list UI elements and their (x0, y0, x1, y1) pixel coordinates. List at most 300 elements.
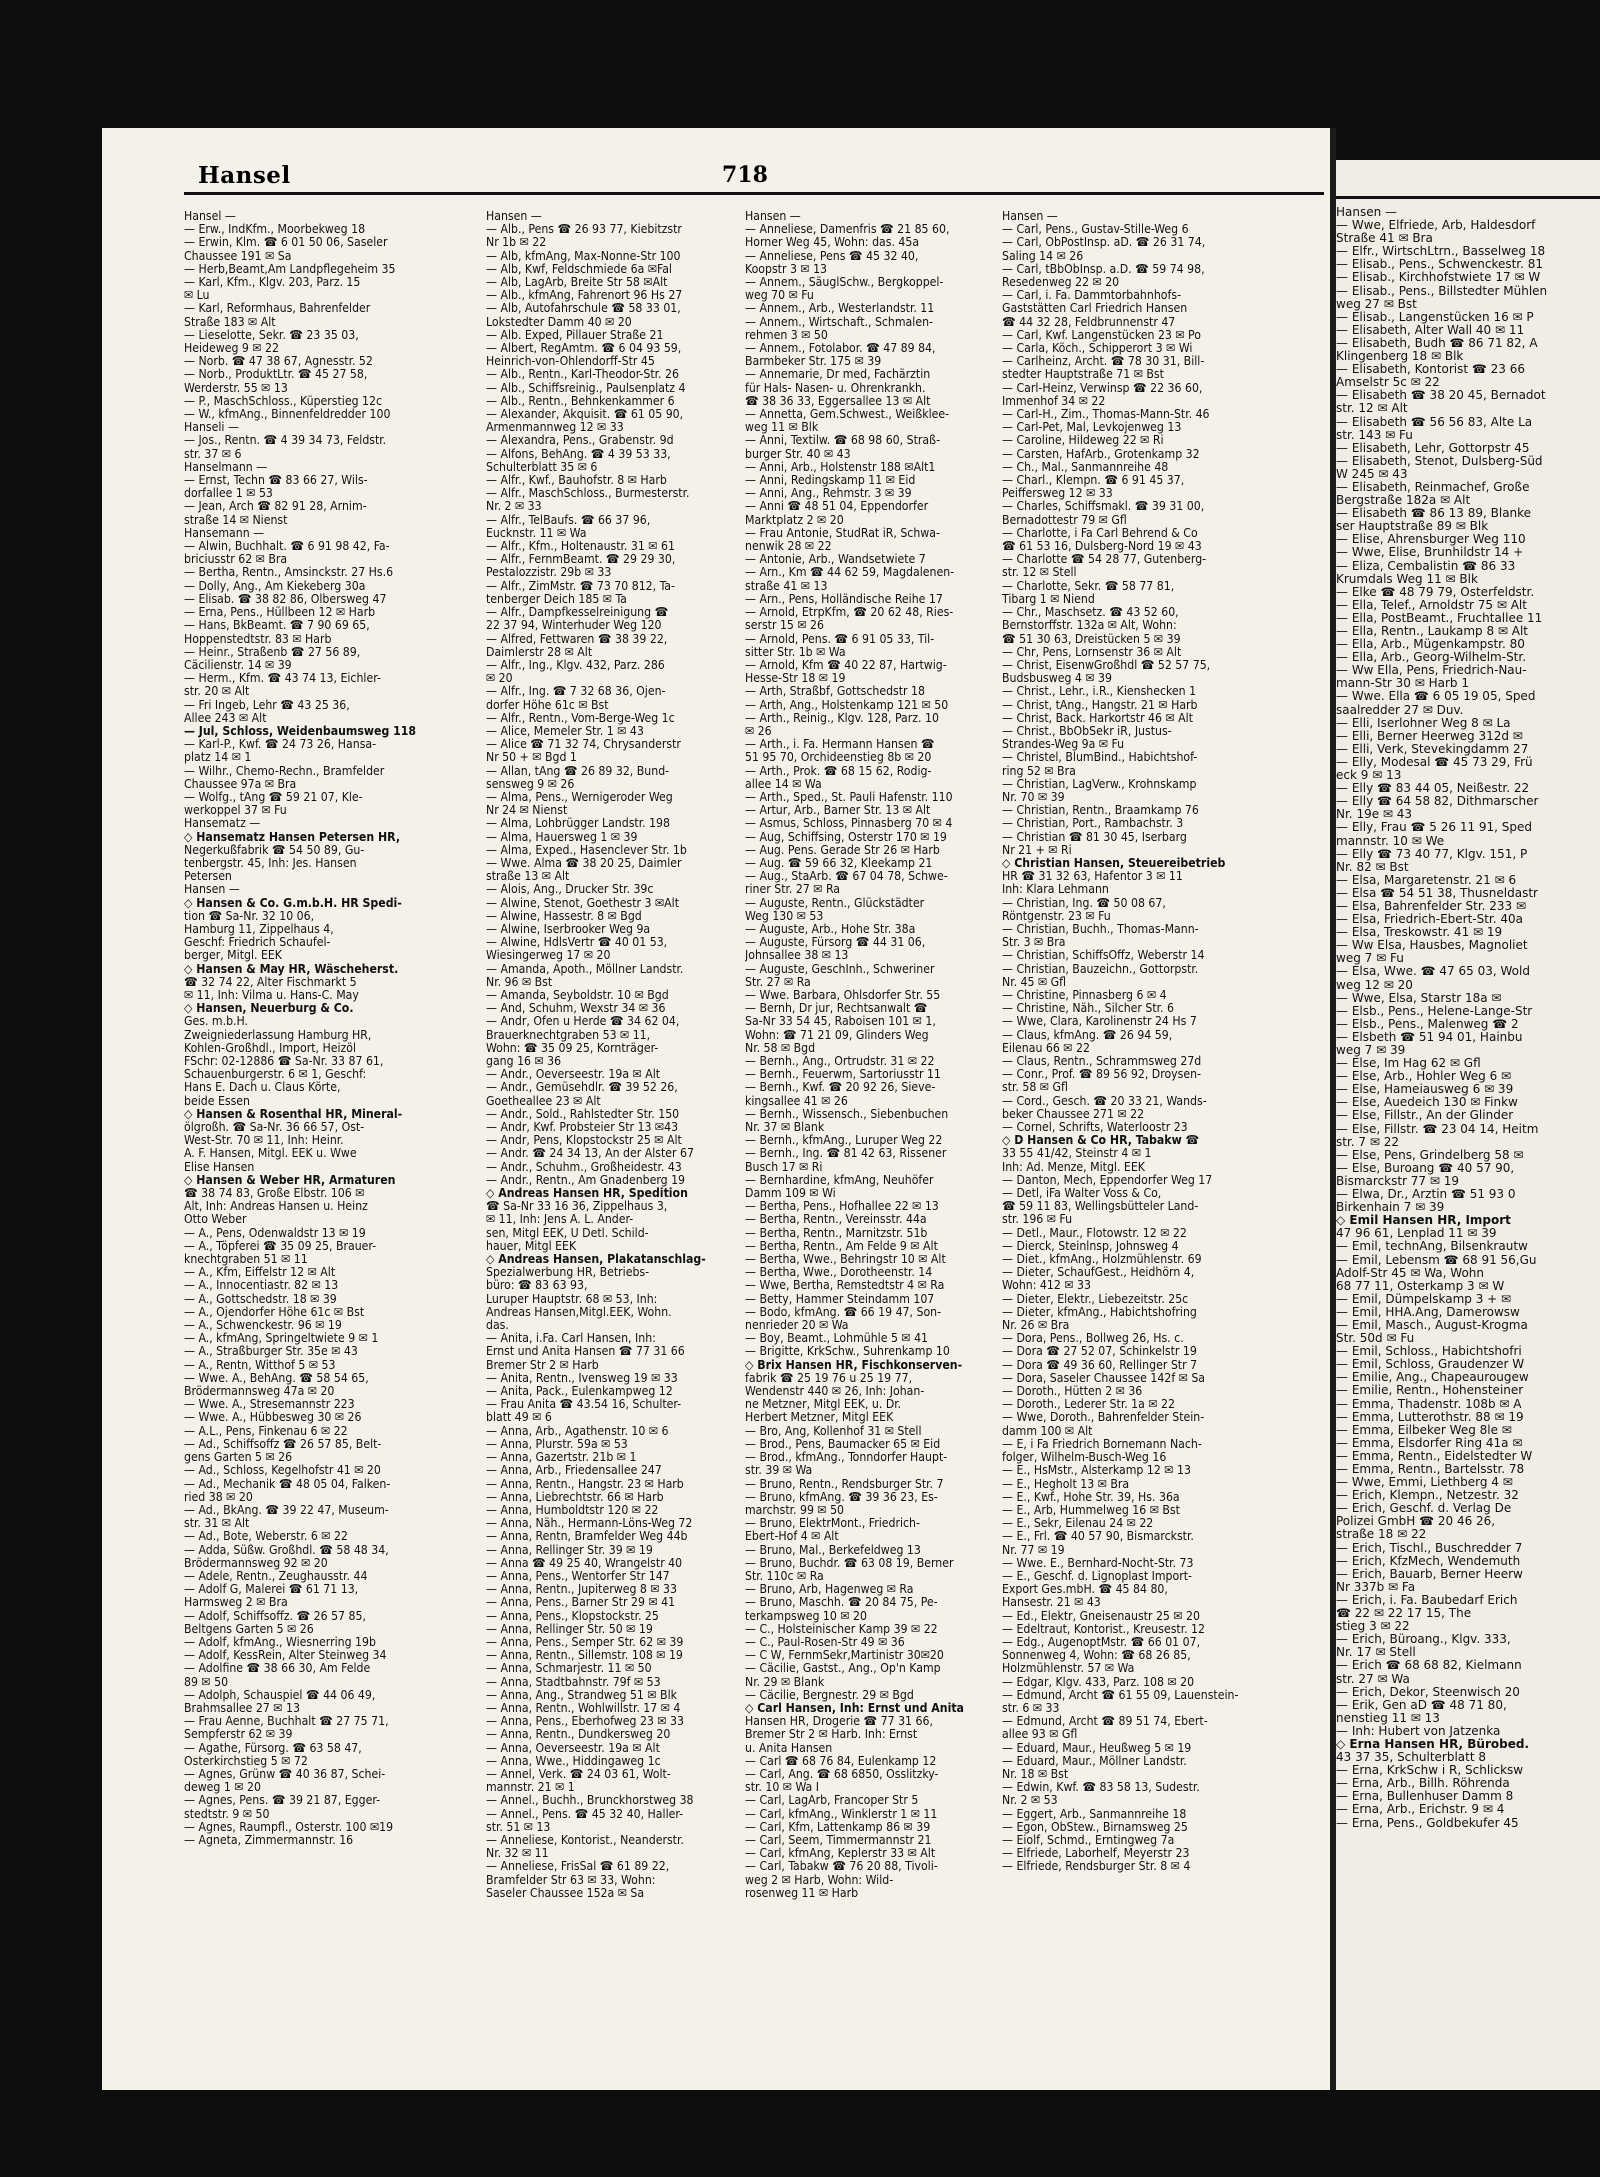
directory-entry-line: — Ad., Bote, Weberstr. 6 ✉ 22 (184, 1530, 348, 1544)
directory-entry-line: — Arth, Ang., Holstenkamp 121 ✉ 50 (745, 698, 949, 712)
directory-entry-line: das. (486, 1319, 509, 1333)
directory-entry-line: ◇ Christian Hansen, Steuereibetrieb (1002, 856, 1226, 870)
directory-entry-line: — Alice ☎ 71 32 74, Chrysanderstr (486, 738, 681, 752)
directory-entry-line: str. 6 ✉ 33 (1002, 1701, 1060, 1715)
directory-entry-line: tion ☎ Sa-Nr. 32 10 06, (184, 909, 315, 923)
directory-entry-line: burger Str. 40 ✉ 43 (745, 447, 851, 461)
directory-entry-line: — Alexandra, Pens., Grabenstr. 9d (486, 434, 674, 448)
directory-entry-line: — Arth, Straßbf, Gottschedstr 18 (745, 685, 925, 699)
directory-entry-line: — Christian, SchiffsOffz, Weberstr 14 (1002, 949, 1205, 963)
directory-entry-line: — Bruno, kfmAng. ☎ 39 36 23, Es- (745, 1490, 938, 1504)
directory-entry-line: — Ad., BkAng. ☎ 39 22 47, Museum- (184, 1503, 389, 1517)
directory-entry-line: dorfallee 1 ✉ 53 (184, 487, 273, 501)
directory-entry-line: — Erich, KfzMech, Wendemuth (1336, 1554, 1521, 1568)
directory-entry-line: — Inh: Hubert von Jatzenka (1336, 1724, 1501, 1738)
directory-entry-line: — Wwe. A., Stresemannstr 223 (184, 1398, 355, 1412)
directory-entry-line: briciusstr 62 ✉ Bra (184, 553, 288, 567)
directory-entry-line: — Auguste, Fürsorg ☎ 44 31 06, (745, 936, 926, 950)
directory-entry-line: — Elly, Modesal ☎ 45 73 29, Frü (1336, 755, 1533, 769)
directory-entry-line: — Carl, kfmAng., Winklerstr 1 ✉ 11 (745, 1807, 938, 1821)
directory-entry-line: Str. 110c ✉ Ra (745, 1569, 824, 1583)
directory-entry-line: Str. 50d ✉ Fu (1336, 1332, 1415, 1346)
directory-entry-line: weg 7 ✉ Fu (1336, 952, 1404, 966)
directory-entry-line: gang 16 ✉ 36 (486, 1055, 562, 1068)
directory-entry-line: — Auguste, GeschInh., Schweriner (745, 962, 935, 976)
directory-entry-line: — Brod., Pens, Baumacker 65 ✉ Eid (745, 1437, 941, 1451)
directory-entry-line: Krumdals Weg 11 ✉ Blk (1336, 572, 1478, 586)
directory-entry-line: — Elfriede, Laborhelf, Meyerstr 23 (1002, 1847, 1190, 1861)
directory-entry-line: — Anna, Schmarjestr. 11 ✉ 50 (486, 1662, 652, 1676)
directory-entry-line: — Else, Fillstr., An der Glinder (1336, 1109, 1514, 1123)
directory-entry-line: rosenweg 11 ✉ Harb (745, 1886, 859, 1900)
directory-entry-line: — Ad., Schiffsoffz ☎ 26 57 85, Belt- (184, 1437, 382, 1451)
directory-entry-line: — Carl, Seem, Timmermannstr 21 (745, 1833, 932, 1847)
directory-entry-line: — Aug. ☎ 59 66 32, Kleekamp 21 (745, 856, 933, 870)
directory-entry-line: — Detl., Maur., Flotowstr. 12 ✉ 22 (1002, 1226, 1187, 1240)
column-2 (486, 210, 776, 2070)
directory-entry-line: — Amanda, Seyboldstr. 10 ✉ Bgd (486, 988, 669, 1002)
directory-entry-line: — Adolf G, Malerei ☎ 61 71 13, (184, 1583, 359, 1597)
directory-entry-line: — Elisabeth ☎ 56 56 83, Alte La (1336, 415, 1533, 429)
directory-entry-line: weg 27 ✉ Bst (1336, 297, 1417, 311)
directory-entry-line: Heideweg 9 ✉ 22 (184, 342, 279, 356)
column-1 (184, 210, 474, 2070)
directory-entry-line: A. F. Hansen, Mitgl. EEK u. Wwe (184, 1147, 357, 1161)
directory-entry-line: — Andr. ☎ 24 34 13, An der Alster 67 (486, 1147, 694, 1161)
directory-entry-line: Schulterblatt 35 ✉ 6 (486, 460, 598, 474)
directory-entry-line: kingsallee 41 ✉ 26 (745, 1094, 848, 1108)
directory-entry-line: — Elly ☎ 83 44 05, Neißestr. 22 (1336, 782, 1530, 796)
directory-entry-line: — Agnes, Raumpfl., Osterstr. 100 ✉19 (184, 1820, 394, 1834)
directory-entry-line: — Christian ☎ 81 30 45, Iserbarg (1002, 830, 1187, 844)
directory-entry-line: — Erwin, Klm. ☎ 6 01 50 06, Saseler (184, 236, 388, 250)
directory-entry-line: Goetheallee 23 ✉ Alt (486, 1094, 601, 1108)
directory-entry-line: — Anni, Redingskamp 11 ✉ Eid (745, 474, 916, 488)
directory-entry-line: Werderstr. 55 ✉ 13 (184, 381, 288, 395)
directory-entry-line: — E., Frl. ☎ 40 57 90, Bismarckstr. (1002, 1530, 1194, 1544)
directory-entry-line: ◇ Carl Hansen, Inh: Ernst und Anita (745, 1701, 964, 1715)
directory-entry-line: — Emil, Masch., August-Krogma (1336, 1318, 1528, 1332)
directory-entry-line: Harmsweg 2 ✉ Bra (184, 1596, 288, 1610)
directory-entry-line: — Eliza, Cembalistin ☎ 86 33 (1336, 559, 1516, 573)
directory-entry-line: — Wwe, Bertha, Remstedtstr 4 ✉ Ra (745, 1279, 945, 1293)
directory-entry-line: ölgroßh. ☎ Sa-Nr. 36 66 57, Ost- (184, 1121, 365, 1135)
directory-entry-line: — Eiolf, Schmd., Erntingweg 7a (1002, 1833, 1175, 1847)
directory-entry-line: ✉ 20 (486, 672, 513, 686)
directory-entry-line: — Arth., Prok. ☎ 68 15 62, Rodig- (745, 764, 932, 778)
directory-entry-line: — Anna, Ang., Strandweg 51 ✉ Blk (486, 1688, 677, 1702)
directory-entry-line: — Asmus, Schloss, Pinnasberg 70 ✉ 4 (745, 817, 953, 831)
directory-entry-line: — Anni, Ang., Rehmstr. 3 ✉ 39 (745, 487, 912, 501)
directory-entry-line: — Ella, Arb., Georg-Wilhelm-Str. (1336, 651, 1527, 665)
directory-entry-line: — Elisabeth, Lehr, Gottorpstr 45 (1336, 441, 1530, 455)
directory-entry-line: Peiffersweg 12 ✉ 33 (1002, 487, 1113, 501)
directory-entry-line: Nr. 19e ✉ 43 (1336, 808, 1413, 822)
directory-entry-line: — Bertha, Wwe., Behringstr 10 ✉ Alt (745, 1253, 946, 1267)
directory-entry-line: — Dora ☎ 27 52 07, Schinkelstr 19 (1002, 1345, 1197, 1359)
directory-entry-line: FSchr: 02-12886 ☎ Sa-Nr. 33 87 61, (184, 1055, 384, 1068)
directory-entry-line: Resedenweg 22 ✉ 20 (1002, 276, 1120, 290)
directory-entry-line: — Erich ☎ 68 68 82, Kielmann (1336, 1659, 1522, 1673)
directory-entry-line: ☎ 51 30 63, Dreistücken 5 ✉ 39 (1002, 632, 1181, 646)
directory-entry-line: Koopstr 3 ✉ 13 (745, 262, 828, 276)
directory-entry-line: — Ad., Mechanik ☎ 48 05 04, Falken- (184, 1477, 391, 1491)
directory-entry-line: — Elisab. ☎ 38 82 86, Olbersweg 47 (184, 592, 387, 606)
directory-entry-line: — Elsa, Treskowstr. 41 ✉ 19 (1336, 926, 1503, 940)
directory-entry-line: Inh: Klara Lehmann (1002, 883, 1109, 897)
directory-entry-line: — E., Sekr, Eilenau 24 ✉ 22 (1002, 1517, 1154, 1531)
directory-entry-line: Bernadottestr 79 ✉ Gfl (1002, 513, 1127, 527)
directory-entry-line: Birkenhain 7 ✉ 39 (1336, 1201, 1445, 1215)
directory-entry-line: — Wwe. A., Hübbesweg 30 ✉ 26 (184, 1411, 362, 1425)
directory-entry-line: Cäcilienstr. 14 ✉ 39 (184, 658, 292, 672)
directory-entry-line: fabrik ☎ 25 19 76 u 25 19 77, (745, 1371, 913, 1385)
directory-entry-line: — Anna, Rentn., Jupiterweg 8 ✉ 33 (486, 1583, 677, 1597)
directory-entry-line: — Wwe, Clara, Karolinenstr 24 Hs 7 (1002, 1015, 1197, 1029)
directory-entry-line: — Christ., Lehr., i.R., Kienshecken 1 (1002, 685, 1197, 699)
page-header-surname: Hansel (198, 162, 291, 189)
directory-entry-line: Nr. 58 ✉ Bgd (745, 1041, 816, 1055)
directory-entry-line: — Anneliese, Pens ☎ 45 32 40, (745, 249, 919, 263)
column-3 (745, 210, 1035, 2070)
directory-entry-line: gens Garten 5 ✉ 26 (184, 1451, 293, 1465)
directory-entry-line: — Arnold, Kfm ☎ 40 22 87, Hartwig- (745, 658, 947, 672)
directory-entry-line: — Wwe, Elsa, Starstr 18a ✉ (1336, 991, 1502, 1005)
directory-entry-line: Barmbeker Str. 175 ✉ 39 (745, 355, 882, 369)
directory-entry-line: — Elsa, Margaretenstr. 21 ✉ 6 (1336, 873, 1517, 887)
directory-entry-line: — Ch., Mal., Sanmannreihe 48 (1002, 460, 1169, 474)
directory-entry-line: — Aug. Pens. Gerade Str 26 ✉ Harb (745, 843, 940, 857)
directory-entry-line: str. 37 ✉ 6 (184, 447, 242, 461)
directory-entry-line: — Carl, Tabakw ☎ 76 20 88, Tivoli- (745, 1860, 938, 1874)
directory-entry-line: — Anna ☎ 49 25 40, Wrangelstr 40 (486, 1556, 683, 1570)
directory-entry-line: Damm 109 ✉ Wi (745, 1187, 836, 1201)
directory-entry-line: Spezialwerbung HR, Betriebs- (486, 1266, 650, 1280)
directory-entry-line: Immenhof 34 ✉ 22 (1002, 394, 1106, 408)
directory-entry-line: — Frau Antonie, StudRat iR, Schwa- (745, 526, 940, 540)
directory-entry-line: — Arn., Km ☎ 44 62 59, Magdalenen- (745, 566, 955, 580)
directory-entry-line: — Alwine, Stenot, Goethestr 3 ✉Alt (486, 896, 680, 910)
directory-entry-line: Straße 183 ✉ Alt (184, 315, 276, 329)
directory-entry-line: — Carl, Ang. ☎ 68 6850, Osslitzky- (745, 1767, 939, 1781)
directory-entry-line: ◇ Hansen & Weber HR, Armaturen (184, 1173, 396, 1187)
directory-entry-line: stieg 3 ✉ 22 (1336, 1620, 1410, 1634)
directory-entry-line: — Elly, Frau ☎ 5 26 11 91, Sped (1336, 821, 1533, 835)
directory-entry-line: — Bernh., Ing. ☎ 81 42 63, Rissener (745, 1147, 947, 1161)
directory-entry-line: ☎ 44 32 28, Feldbrunnenstr 47 (1002, 315, 1176, 329)
directory-entry-line: folger, Wilhelm-Busch-Weg 16 (1002, 1451, 1167, 1465)
directory-entry-line: ser Hauptstraße 89 ✉ Blk (1336, 520, 1489, 534)
directory-entry-line: — Eduard, Maur., Möllner Landstr. (1002, 1754, 1187, 1768)
directory-entry-line: — Else, Buroang ☎ 40 57 90, (1336, 1161, 1515, 1175)
directory-entry-line: — Arth., Reinig., Klgv. 128, Parz. 10 (745, 711, 939, 725)
directory-entry-line: Allee 243 ✉ Alt (184, 711, 267, 725)
directory-entry-line: — Ww Ella, Pens, Friedrich-Nau- (1336, 664, 1527, 678)
directory-entry-line: damm 100 ✉ Alt (1002, 1424, 1093, 1438)
directory-entry-line: — Elli, Berner Heerweg 312d ✉ (1336, 729, 1523, 743)
directory-entry-line: — Charl., Klempn. ☎ 6 91 45 37, (1002, 474, 1185, 488)
directory-entry-line: Saseler Chaussee 152a ✉ Sa (486, 1886, 645, 1900)
directory-entry-line: büro: ☎ 83 63 93, (486, 1279, 588, 1293)
directory-entry-line: — Annem., Wirtschaft., Schmalen- (745, 315, 933, 329)
directory-entry-line: Brödermannsweg 92 ✉ 20 (184, 1556, 328, 1570)
directory-entry-line: — Alfr., Kfm., Holtenaustr. 31 ✉ 61 (486, 540, 675, 554)
directory-entry-line: — Bruno, Arb, Hagenweg ✉ Ra (745, 1583, 914, 1597)
directory-entry-line: ☎ 38 74 83, Große Elbstr. 106 ✉ (184, 1187, 365, 1201)
directory-entry-line: Chaussee 97a ✉ Bra (184, 777, 297, 791)
directory-entry-line: — Carl, kfmAng, Keplerstr 33 ✉ Alt (745, 1847, 936, 1861)
directory-entry-line: — Alma, Exped., Hasenclever Str. 1b (486, 843, 687, 857)
directory-entry-line: Hamburg 11, Zippelhaus 4, (184, 922, 334, 936)
directory-entry-line: — Annem., SäuglSchw., Bergkoppel- (745, 276, 944, 290)
directory-entry-line: Wendenstr 440 ✉ 26, Inh: Johan- (745, 1385, 925, 1399)
directory-entry-line: — Alfr., Kwf., Bauhofstr. 8 ✉ Harb (486, 474, 667, 488)
directory-entry-line: — E., Geschf. d. Lignoplast Import- (1002, 1569, 1192, 1583)
directory-entry-line: Nr 1b ✉ 22 (486, 236, 547, 250)
directory-entry-line: Alt, Inh: Andreas Hansen u. Heinz (184, 1200, 368, 1214)
directory-entry-line: — Anita, Rentn., Ivensweg 19 ✉ 33 (486, 1371, 678, 1385)
directory-entry-line: — Bernh., Kwf. ☎ 20 92 26, Sieve- (745, 1081, 936, 1095)
directory-entry-line: — Anneliese, FrisSal ☎ 61 89 22, (486, 1860, 670, 1874)
directory-entry-line: — A., Rentn, Witthof 5 ✉ 53 (184, 1358, 336, 1372)
directory-entry-line: Inh: Ad. Menze, Mitgl. EEK (1002, 1160, 1145, 1174)
directory-entry-line: weg 11 ✉ Blk (745, 421, 819, 435)
directory-entry-line: — Jean, Arch ☎ 82 91 28, Arnim- (184, 500, 367, 514)
directory-entry-line: — Alwin, Buchhalt. ☎ 6 91 98 42, Fa- (184, 540, 390, 554)
directory-entry-line: — Bruno, Mal., Berkefeldweg 13 (745, 1543, 921, 1557)
directory-entry-line: str. 51 ✉ 13 (486, 1820, 551, 1834)
directory-entry-line: — Elsa, Friedrich-Ebert-Str. 40a (1336, 913, 1524, 927)
directory-entry-line: — Alma, Hauersweg 1 ✉ 39 (486, 830, 638, 844)
directory-entry-line: — Carl, tBbObInsp. a.D. ☎ 59 74 98, (1002, 262, 1205, 276)
directory-entry-line: Ges. m.b.H. (184, 1015, 249, 1029)
directory-entry-line: saalredder 27 ✉ Duv. (1336, 703, 1464, 717)
directory-entry-line: Zweigniederlassung Hamburg HR, (184, 1028, 372, 1042)
directory-entry-line: platz 14 ✉ 1 (184, 751, 252, 765)
directory-entry-line: — Bro, Ang, Kollenhof 31 ✉ Stell (745, 1424, 922, 1438)
directory-entry-line: für Hals- Nasen- u. Ohrenkrankh. (745, 381, 926, 395)
directory-entry-line: Hansen — (486, 210, 542, 223)
directory-entry-line: — Conr., Prof. ☎ 89 56 92, Droysen- (1002, 1068, 1202, 1082)
directory-entry-line: — Emma, Eilbeker Weg 8le ✉ (1336, 1423, 1512, 1437)
directory-entry-line: — Else, Auedeich 130 ✉ Finkw (1336, 1096, 1518, 1110)
directory-entry-line: — Emma, Rentn., Bartelsstr. 78 (1336, 1463, 1525, 1476)
directory-entry-line: — Claus, kfmAng. ☎ 26 94 59, (1002, 1028, 1173, 1042)
directory-entry-line: HR ☎ 31 32 63, Hafentor 3 ✉ 11 (1002, 870, 1183, 884)
next-page-partial (1336, 160, 1600, 2090)
directory-entry-line: — Karl, Reformhaus, Bahrenfelder (184, 302, 371, 316)
directory-entry-line: sen, Mitgl EEK, U Detl. Schild- (486, 1226, 649, 1240)
directory-entry-line: — Anna, Rentn, Bramfelder Weg 44b (486, 1530, 688, 1544)
directory-entry-line: — Carl, Kwf. Langenstücken 23 ✉ Po (1002, 328, 1201, 342)
directory-entry-line: — A., Schwenckestr. 96 ✉ 19 (184, 1319, 342, 1333)
directory-entry-line: Nr 21 + ✉ Ri (1002, 843, 1072, 857)
directory-entry-line: — Dora, Saseler Chaussee 142f ✉ Sa (1002, 1371, 1206, 1385)
directory-entry-line: — Else, Arb., Hohler Weg 6 ✉ (1336, 1070, 1512, 1084)
directory-entry-line: hauer, Mitgl EEK (486, 1239, 577, 1253)
directory-entry-line: — Cäcilie, Bergnestr. 29 ✉ Bgd (745, 1688, 914, 1702)
directory-entry-line: — Erik, Gen aD ☎ 48 71 80, (1336, 1698, 1507, 1712)
directory-entry-line: — Ed., Elektr, Gneisenaustr 25 ✉ 20 (1002, 1609, 1200, 1623)
directory-entry-line: — C., Paul-Rosen-Str 49 ✉ 36 (745, 1635, 905, 1649)
directory-entry-line: — Agnes, Pens. ☎ 39 21 87, Egger- (184, 1794, 381, 1808)
directory-entry-line: Geschf: Friedrich Schaufel- (184, 936, 331, 950)
directory-entry-line: ✉ 11, Inh: Jens A. L. Ander- (486, 1213, 634, 1227)
directory-entry-line: — Edmund, Archt ☎ 89 51 74, Ebert- (1002, 1715, 1208, 1729)
directory-entry-line: Nr. 82 ✉ Bst (1336, 860, 1409, 874)
directory-entry-line: Schauenburgerstr. 6 ✉ 1, Geschf: (184, 1068, 367, 1082)
directory-entry-line: — Erich, Dekor, Steenwisch 20 (1336, 1685, 1520, 1699)
directory-entry-line: — Dieter, SchaufGest., Heidhörn 4, (1002, 1266, 1195, 1280)
directory-entry-line: Negerkußfabrik ☎ 54 50 89, Gu- (184, 843, 365, 857)
directory-entry-line: — Arnold, Pens. ☎ 6 91 05 33, Til- (745, 632, 935, 646)
directory-entry-line: — Bruno, Maschh. ☎ 20 84 75, Pe- (745, 1596, 938, 1610)
directory-entry-line: — E., HsMstr., Alsterkamp 12 ✉ 13 (1002, 1464, 1191, 1478)
directory-entry-line: straße 14 ✉ Nienst (184, 513, 288, 527)
directory-entry-line: — Christian, Buchh., Thomas-Mann- (1002, 922, 1199, 936)
directory-entry-line: — E., Hegholt 13 ✉ Bra (1002, 1477, 1130, 1491)
directory-entry-line: — Anna, Pens., Eberhofweg 23 ✉ 33 (486, 1715, 684, 1729)
directory-entry-line: 43 37 35, Schulterblatt 8 (1336, 1751, 1487, 1765)
directory-entry-line: allee 93 ✉ Gfl (1002, 1728, 1078, 1742)
directory-entry-line: — Elli, Verk, Stevekingdamm 27 (1336, 742, 1529, 756)
directory-entry-line: — Anna, Näh., Hermann-Löns-Weg 72 (486, 1517, 693, 1531)
directory-entry-line: — And, Schuhm, Wexstr 34 ✉ 36 (486, 1002, 666, 1016)
directory-entry-line: Bremer Str 2 ✉ Harb. Inh: Ernst (745, 1728, 918, 1742)
directory-entry-line: — Annetta, Gem.Schwest., Weißklee- (745, 408, 950, 422)
directory-entry-line: — Anita, i.Fa. Carl Hansen, Inh: (486, 1332, 656, 1346)
directory-entry-line: Bergstraße 182a ✉ Alt (1336, 494, 1471, 508)
directory-entry-line: — Dolly, Ang., Am Kiekeberg 30a (184, 579, 366, 593)
directory-entry-line: — Wwe. Barbara, Ohlsdorfer Str. 55 (745, 988, 941, 1002)
directory-entry-line: — E., Arb, Hummelweg 16 ✉ Bst (1002, 1503, 1180, 1517)
directory-entry-line: 51 95 70, Orchideenstieg 8b ✉ 20 (745, 751, 932, 765)
directory-entry-line: — Anna, Pens., Barner Str 29 ✉ 41 (486, 1596, 676, 1610)
directory-entry-line: — Andr., Schuhm., Großheidestr. 43 (486, 1160, 682, 1174)
directory-entry-line: — Erich, Tischl., Buschredder 7 (1336, 1541, 1523, 1555)
directory-entry-line: — E., Kwf., Hohe Str. 39, Hs. 36a (1002, 1490, 1180, 1504)
directory-entry-line: rehmen 3 ✉ 50 (745, 328, 828, 342)
directory-entry-line: str. 7 ✉ 22 (1336, 1135, 1400, 1149)
directory-entry-line: — Ella, Arb., Mügenkampstr. 80 (1336, 638, 1525, 652)
directory-entry-line: deweg 1 ✉ 20 (184, 1781, 261, 1795)
directory-entry-line: eck 9 ✉ 13 (1336, 769, 1402, 783)
directory-entry-line: — Anna, Oeverseestr. 19a ✉ Alt (486, 1741, 660, 1755)
directory-entry-line: — Wwe, Emmi, Liethberg 4 ✉ (1336, 1476, 1513, 1490)
directory-entry-line: Hans E. Dach u. Claus Körte, (184, 1081, 341, 1095)
directory-entry-line: — Elise, Ahrensburger Weg 110 (1336, 533, 1526, 547)
directory-entry-line: str. 143 ✉ Fu (1336, 428, 1413, 442)
directory-entry-line: Str. 3 ✉ Bra (1002, 936, 1066, 950)
directory-entry-line: — Doroth., Hütten 2 ✉ 36 (1002, 1385, 1143, 1399)
directory-entry-line: ◇ Hansen & Rosenthal HR, Mineral- (184, 1107, 403, 1121)
directory-entry-line: str. 196 ✉ Fu (1002, 1213, 1073, 1227)
directory-entry-line: — Dora ☎ 49 36 60, Rellinger Str 7 (1002, 1358, 1198, 1372)
header-rule (184, 192, 1324, 195)
directory-entry-line: — Wwe. Ella ☎ 6 05 19 05, Sped (1336, 690, 1536, 704)
directory-entry-line: beker Chaussee 271 ✉ 22 (1002, 1107, 1145, 1121)
directory-entry-line: — Anni, Arb., Holstenstr 188 ✉Alt1 (745, 460, 936, 474)
directory-entry-line: serstr 15 ✉ 26 (745, 619, 825, 633)
directory-entry-line: — Alfr., Dampfkesselreinigung ☎ (486, 606, 669, 620)
directory-entry-line: — Emma, Thadenstr. 108b ✉ A (1336, 1397, 1522, 1411)
directory-entry-line: — Dora, Pens., Bollweg 26, Hs. c. (1002, 1332, 1184, 1346)
directory-entry-line: — Alb, kfmAng, Max-Nonne-Str 100 (486, 249, 681, 263)
directory-entry-line: — Annemarie, Dr med, Fachärztin (745, 368, 931, 382)
directory-entry-line: — Amanda, Apoth., Möllner Landstr. (486, 962, 684, 976)
directory-entry-line: — Elwa, Dr., Ärztin ☎ 51 93 0 (1336, 1188, 1516, 1202)
directory-entry-line: Nr. 70 ✉ 39 (1002, 790, 1065, 804)
directory-entry-line: — Wwe, Doroth., Bahrenfelder Stein- (1002, 1411, 1205, 1425)
directory-entry-line: Armenmannweg 12 ✉ 33 (486, 421, 624, 435)
directory-entry-line: — Erna, Pens., Hüllbeen 12 ✉ Harb (184, 606, 376, 620)
directory-entry-line: — Christian, Port., Rambachstr. 3 (1002, 817, 1184, 831)
directory-entry-line: Hansen — (745, 210, 801, 223)
directory-entry-line: — Jul, Schloss, Weidenbaumsweg 118 (184, 724, 417, 738)
directory-entry-line: — Anneliese, Kontorist., Neanderstr. (486, 1833, 684, 1847)
directory-entry-line: — Anna, Rellinger Str. 39 ✉ 19 (486, 1543, 653, 1557)
directory-entry-line: — Dierck, Steinlnsp, Johnsweg 4 (1002, 1239, 1179, 1253)
directory-entry-line: Str. 27 ✉ Ra (745, 975, 811, 989)
directory-entry-line: — Carl, i. Fa. Dammtorbahnhofs- (1002, 289, 1182, 303)
directory-entry-line: ◇ Emil Hansen HR, Import (1336, 1214, 1511, 1228)
directory-entry-line: — Anna, Gazertstr. 21b ✉ 1 (486, 1451, 637, 1465)
directory-entry-line: — E, i Fa Friedrich Bornemann Nach- (1002, 1437, 1202, 1451)
directory-entry-line: straße 13 ✉ Alt (486, 870, 570, 884)
directory-entry-line: — Alfr., ZimMstr. ☎ 73 70 812, Ta- (486, 579, 675, 593)
directory-entry-line: str. 31 ✉ Alt (184, 1517, 250, 1531)
directory-entry-line: — Alb., kfmAng, Fahrenort 96 Hs 27 (486, 289, 683, 303)
directory-entry-line: Eilenau 66 ✉ 22 (1002, 1041, 1090, 1055)
directory-entry-line: — Bertha, Pens., Hofhallee 22 ✉ 13 (745, 1200, 939, 1214)
directory-entry-line: mannstr. 10 ✉ We (1336, 834, 1445, 848)
directory-entry-line: — Wwe, Elfriede, Arb, Haldesdorf (1336, 219, 1536, 233)
directory-entry-line: Marktplatz 2 ✉ 20 (745, 513, 844, 527)
directory-entry-line: — A.L., Pens, Finkenau 6 ✉ 22 (184, 1424, 348, 1438)
directory-entry-line: — Anna, Pens., Semper Str. 62 ✉ 39 (486, 1635, 684, 1649)
directory-entry-line: — Alois, Ang., Drucker Str. 39c (486, 883, 654, 897)
directory-entry-line: beide Essen (184, 1094, 251, 1108)
directory-entry-line: — Emil, technAng, Bilsenkrautw (1336, 1240, 1528, 1254)
directory-entry-line: Sa-Nr 33 54 45, Raboisen 101 ✉ 1, (745, 1015, 936, 1029)
directory-entry-line: ✉ 26 (745, 724, 772, 738)
directory-entry-line: — Charles, Schiffsmakl. ☎ 39 31 00, (1002, 500, 1205, 514)
directory-entry-line: — Ernst, Techn ☎ 83 66 27, Wils- (184, 474, 368, 488)
directory-entry-line: Hansen HR, Drogerie ☎ 77 31 66, (745, 1715, 933, 1729)
directory-entry-line: — Charlotte, Sekr. ☎ 58 77 81, (1002, 579, 1175, 593)
directory-entry-line: — Agnes, Grünw ☎ 40 36 87, Schei- (184, 1767, 386, 1781)
directory-entry-line: — Emil, HHA.Ang, Damerowsw (1336, 1305, 1520, 1319)
directory-entry-line: — Elisabeth ☎ 86 13 89, Blanke (1336, 507, 1532, 521)
directory-entry-line: — W., kfmAng., Binnenfeldredder 100 (184, 408, 391, 422)
directory-entry-line: Nr 24 ✉ Nienst (486, 804, 568, 818)
directory-entry-line: — Karl-P., Kwf. ☎ 24 73 26, Hansa- (184, 738, 377, 752)
directory-entry-line: — Christ, EisenwGroßhdl ☎ 52 57 75, (1002, 658, 1211, 672)
directory-entry-line: Holzmühlenstr. 57 ✉ Wa (1002, 1662, 1135, 1676)
directory-entry-line: sitter Str. 1b ✉ Wa (745, 645, 846, 659)
directory-entry-line: — Emil, Dümpelskamp 3 + ✉ (1336, 1292, 1512, 1306)
directory-entry-line: West-Str. 70 ✉ 11, Inh: Heinr. (184, 1134, 344, 1148)
directory-entry-line: — Christel, BlumBind., Habichtshof- (1002, 751, 1198, 765)
directory-entry-line: — Annel, Verk. ☎ 24 03 61, Wolt- (486, 1767, 671, 1781)
directory-entry-line: — Edgar, Klgv. 433, Parz. 108 ✉ 20 (1002, 1675, 1195, 1689)
directory-entry-line: — Andr., Sold., Rahlstedter Str. 150 (486, 1107, 680, 1121)
directory-entry-line: — Cord., Gesch. ☎ 20 33 21, Wands- (1002, 1094, 1207, 1108)
directory-entry-line: Nr. 32 ✉ 11 (486, 1847, 549, 1861)
directory-entry-line: — Dieter, kfmAng., Habichtshofring (1002, 1305, 1197, 1319)
directory-entry-line: — A., Innocentiastr. 82 ✉ 13 (184, 1279, 339, 1293)
directory-entry-line: — A., Kfm, Eiffelstr 12 ✉ Alt (184, 1266, 336, 1280)
